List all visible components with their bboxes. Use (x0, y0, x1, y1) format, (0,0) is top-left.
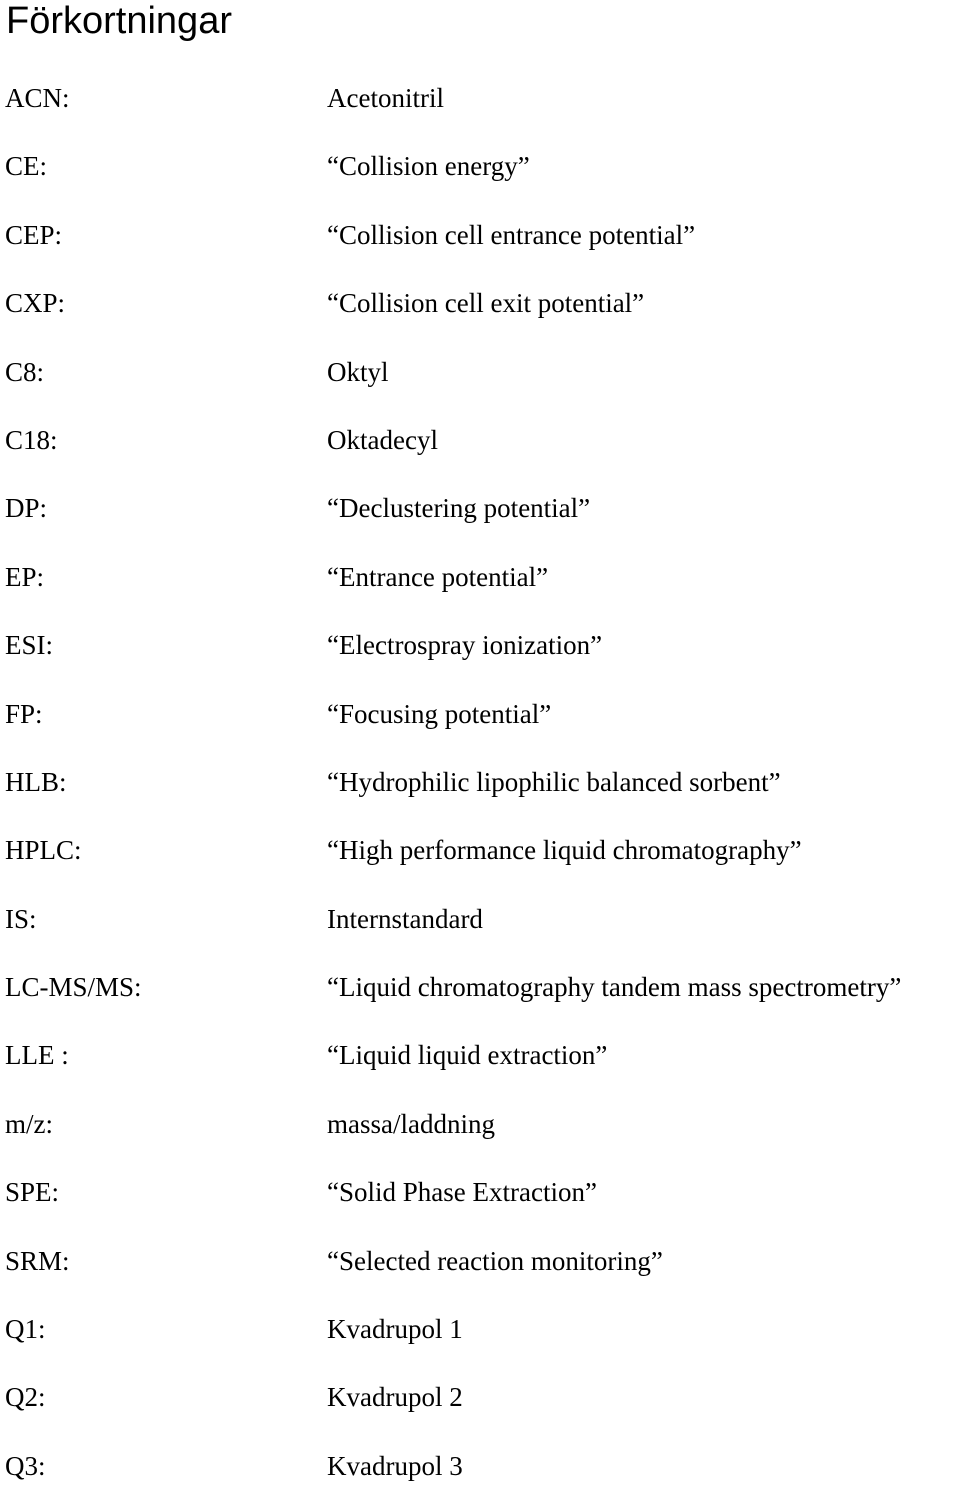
abbreviation-row-mz (0, 1100, 960, 1168)
abbreviation-row-ce (0, 142, 960, 210)
abbreviation-term: CEP: (5, 219, 63, 250)
abbreviation-row-srm (0, 1237, 960, 1305)
abbreviation-definition: “Liquid chromatography tandem mass spectrometry” (327, 972, 902, 1003)
abbreviation-definition: “Liquid liquid extraction” (327, 1040, 608, 1071)
abbreviation-term: ACN: (5, 83, 70, 113)
abbreviation-row-cxp (0, 279, 960, 347)
abbreviation-row-ep (0, 553, 960, 621)
abbreviation-term: IS: (5, 903, 37, 934)
abbreviation-row-lle (0, 1031, 960, 1099)
abbreviation-list (0, 74, 960, 1510)
abbreviation-definition: “Selected reaction monitoring” (327, 1245, 663, 1276)
abbreviation-definition: “Focusing potential” (327, 698, 552, 729)
abbreviation-term: m/z: (5, 1108, 53, 1139)
abbreviation-definition: Oktadecyl (327, 424, 438, 455)
abbreviation-term: LLE : (5, 1040, 69, 1071)
abbreviation-term: SRM: (5, 1245, 70, 1276)
abbreviation-term: EP: (5, 561, 45, 592)
page-title: Förkortningar (6, 0, 232, 42)
abbreviation-definition: “Hydrophilic lipophilic balanced sorbent” (327, 766, 781, 797)
abbreviation-term: LC-MS/MS: (5, 972, 142, 1003)
abbreviation-row-hplc (0, 826, 960, 894)
abbreviation-term: C18: (5, 424, 58, 455)
abbreviation-row-spe (0, 1168, 960, 1236)
abbreviation-term: SPE: (5, 1177, 60, 1208)
abbreviation-term: CE: (5, 151, 48, 182)
abbreviation-row-q2 (0, 1373, 960, 1441)
abbreviation-definition: massa/laddning (327, 1108, 495, 1139)
abbreviation-row-c8 (0, 348, 960, 416)
abbreviation-definition: “High performance liquid chromatography” (327, 835, 802, 866)
abbreviation-row-q3 (0, 1442, 960, 1510)
abbreviation-definition: “Entrance potential” (327, 561, 549, 592)
abbreviation-definition: “Electrospray ionization” (327, 630, 603, 661)
abbreviation-definition: “Collision cell exit potential” (327, 288, 645, 319)
abbreviation-term: Q2: (5, 1382, 46, 1413)
abbreviation-term: FP: (5, 698, 43, 729)
abbreviation-row-q1 (0, 1305, 960, 1373)
abbreviation-definition: Kvadrupol 1 (327, 1314, 463, 1345)
abbreviation-row-cep (0, 211, 960, 279)
abbreviation-row-hlb (0, 758, 960, 826)
abbreviation-definition: Internstandard (327, 903, 483, 934)
abbreviation-row-esi (0, 621, 960, 689)
abbreviation-row-is (0, 895, 960, 963)
abbreviation-row-acn (0, 74, 960, 142)
abbreviation-definition: “Solid Phase Extraction” (327, 1177, 597, 1208)
abbreviation-term: Q3: (5, 1450, 46, 1481)
abbreviation-definition: “Declustering potential” (327, 493, 591, 524)
abbreviation-row-dp (0, 484, 960, 552)
abbreviation-definition: Oktyl (327, 356, 389, 387)
abbreviation-term: HPLC: (5, 835, 82, 866)
abbreviation-term: DP: (5, 493, 48, 524)
abbreviation-definition: Kvadrupol 3 (327, 1450, 463, 1481)
abbreviation-term: HLB: (5, 766, 67, 797)
abbreviation-definition: “Collision energy” (327, 151, 530, 182)
abbreviation-term: CXP: (5, 288, 66, 319)
abbreviation-term: ESI: (5, 630, 54, 661)
abbreviation-definition: Kvadrupol 2 (327, 1382, 463, 1413)
abbreviation-definition: Acetonitril (327, 83, 444, 113)
abbreviation-row-fp (0, 690, 960, 758)
abbreviation-row-c18 (0, 416, 960, 484)
abbreviation-row-lc-ms-ms (0, 963, 960, 1031)
abbreviation-definition: “Collision cell entrance potential” (327, 219, 696, 250)
abbreviation-term: C8: (5, 356, 45, 387)
abbreviation-term: Q1: (5, 1314, 46, 1345)
